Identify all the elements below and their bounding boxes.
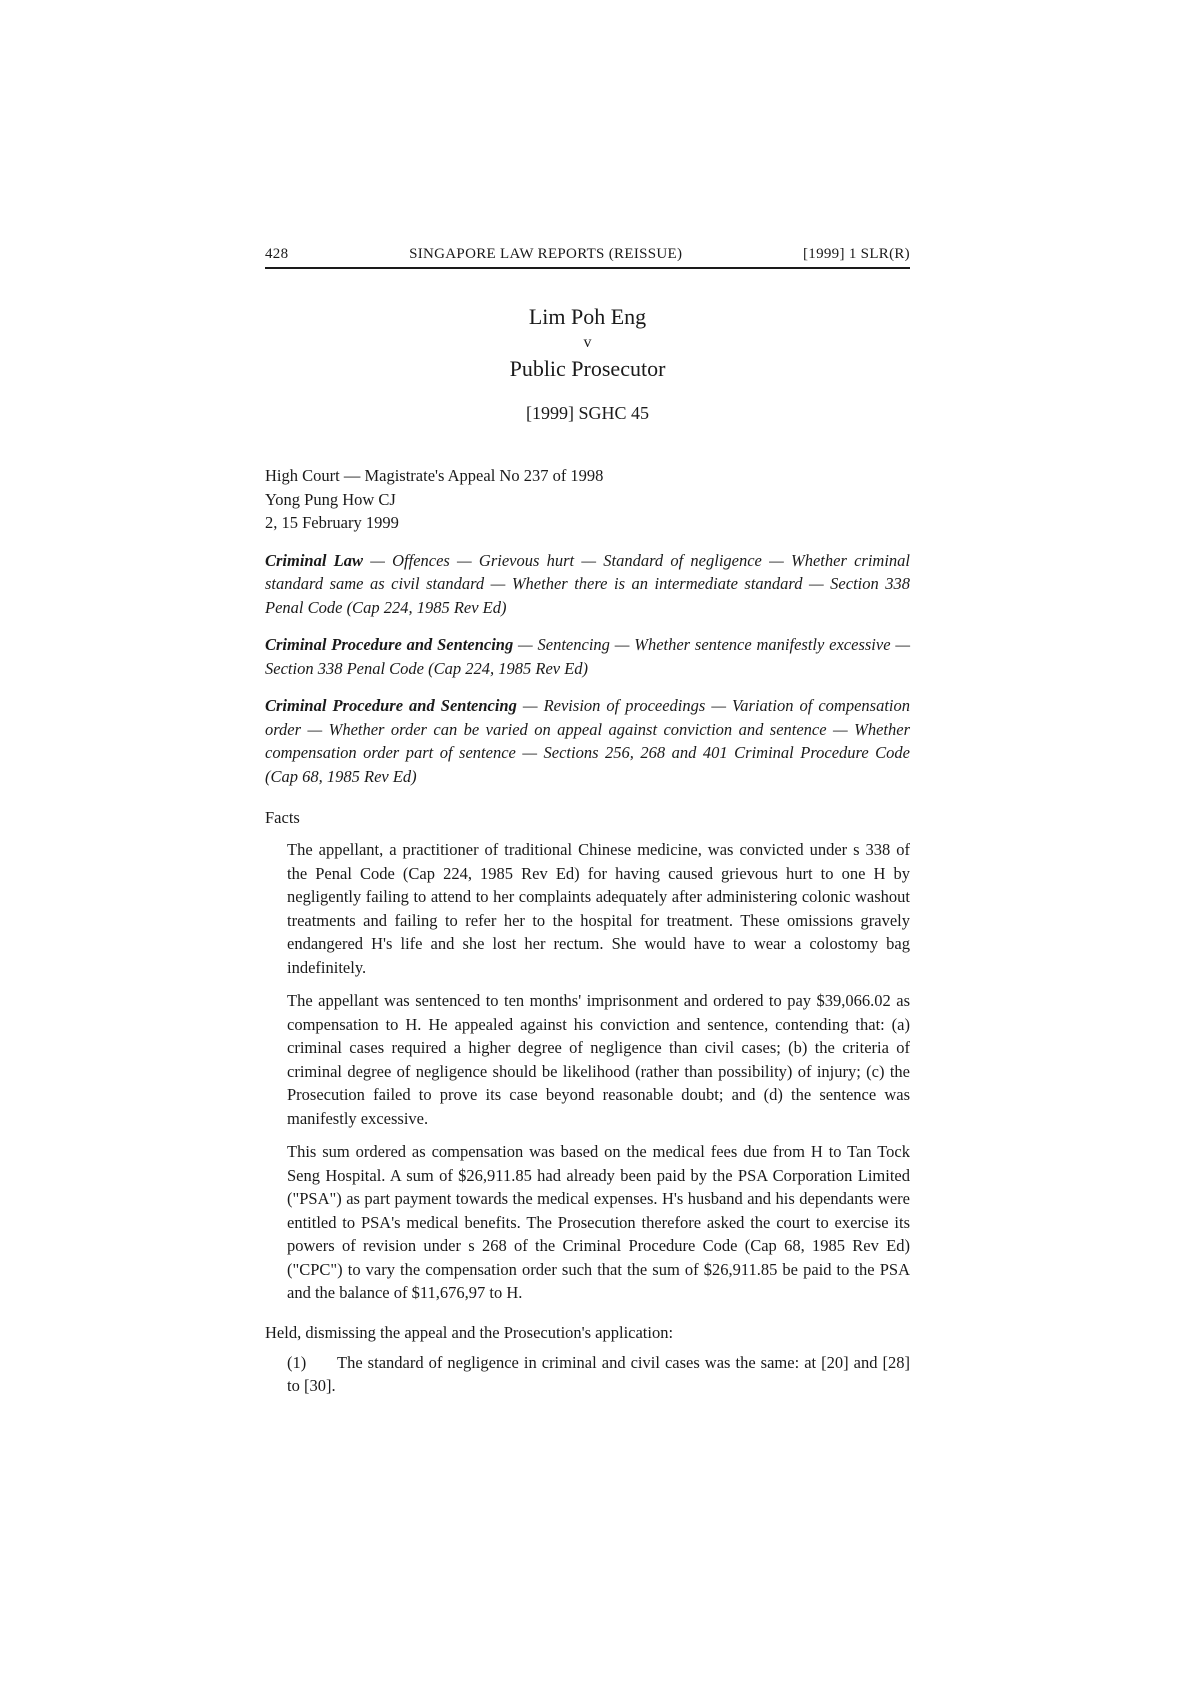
catchword-body: — Offences — Grievous hurt — Standard of negligence — Whether criminal standard same as civil standard — Whether there is an intermediate standard — Section 338 Penal Code (Cap 224, 1985 Rev Ed) <box>265 550 911 617</box>
document-page <box>265 246 910 1398</box>
appellant-name: Lim Poh Eng <box>528 304 647 329</box>
catchword-body: — Sentencing — Whether sentence manifestly excessive — Section 338 Penal Code (Cap 224, 1985 Rev Ed) <box>265 635 910 678</box>
catchword <box>265 549 910 620</box>
facts-paragraph: This sum ordered as compensation was based on the medical fees due from H to Tan Tock Seng Hospital. A sum of $26,911.85 had already been paid by the PSA Corporation Limited ("PSA") as part payment towards the medical expenses. H's husband and his dependants were entitled to PSA's medical benefits. The Prosecution therefore asked the court to exercise its powers of revision under s 268 of the Criminal Procedure Code (Cap 68, 1985 Rev Ed) ("CPC") to vary the compensation order such that the sum of $26,911.85 be paid to the PSA and the balance of $11,676,97 to H. <box>287 1142 910 1302</box>
versus: v <box>583 334 592 351</box>
catchword-head: Criminal Procedure and Sentencing <box>265 635 514 654</box>
held-item-text: The standard of negligence in criminal and civil cases was the same: at [20] and [28] to [30]. <box>287 1352 910 1395</box>
respondent-name: Public Prosecutor <box>509 356 666 381</box>
catchword <box>265 633 910 680</box>
running-head <box>265 246 910 269</box>
catchword-body: — Revision of proceedings — Variation of compensation order — Whether order can be varied on appeal against conviction and sentence — Whether compensation order part of sentence — Sections 256, 268 and 401 Criminal Procedure Code (Cap 68, 1985 Rev Ed) <box>265 696 911 786</box>
held-item-number: (1) <box>287 1352 307 1372</box>
facts-heading: Facts <box>265 808 300 827</box>
catchword-head: Criminal Law <box>265 550 363 570</box>
catchword-head: Criminal Procedure and Sentencing <box>265 696 517 715</box>
judge-name: Yong Pung How CJ <box>265 489 396 509</box>
held-heading: Held, dismissing the appeal and the Prosecution's application: <box>265 1322 674 1342</box>
report-volume: [1999] 1 SLR(R) <box>802 246 910 262</box>
facts-paragraph: The appellant, a practitioner of traditional Chinese medicine, was convicted under s 338 of the Penal Code (Cap 224, 1985 Rev Ed) for having caused grievous hurt to one H by negligently failing to attend to her complaints adequately after administering colonic washout treatments and failing to refer her to the hospital for treatment. These omissions gravely endangered H's life and she lost her rectum. She would have to wear a colostomy bag indefinitely. <box>287 840 910 977</box>
case-meta <box>265 464 910 535</box>
neutral-citation: [1999] SGHC 45 <box>525 403 649 423</box>
hearing-dates: 2, 15 February 1999 <box>265 513 399 532</box>
facts-paragraph: The appellant was sentenced to ten months' imprisonment and ordered to pay $39,066.02 as compensation to H. He appealed against his conviction and sentence, contending that: (a) criminal cases required a higher degree of negligence than civil cases; (b) the criteria of criminal degree of negligence should be likelihood (rather than possibility) of injury; (c) the Prosecution failed to prove its case beyond reasonable doubt; and (d) the sentence was manifestly excessive. <box>287 991 910 1128</box>
court-line: High Court — Magistrate's Appeal No 237 of 1998 <box>265 466 604 485</box>
catchword <box>265 694 910 788</box>
report-series: SINGAPORE LAW REPORTS (REISSUE) <box>409 246 683 262</box>
page-number: 428 <box>265 246 289 262</box>
case-title <box>265 303 910 383</box>
held-item <box>287 1351 910 1398</box>
